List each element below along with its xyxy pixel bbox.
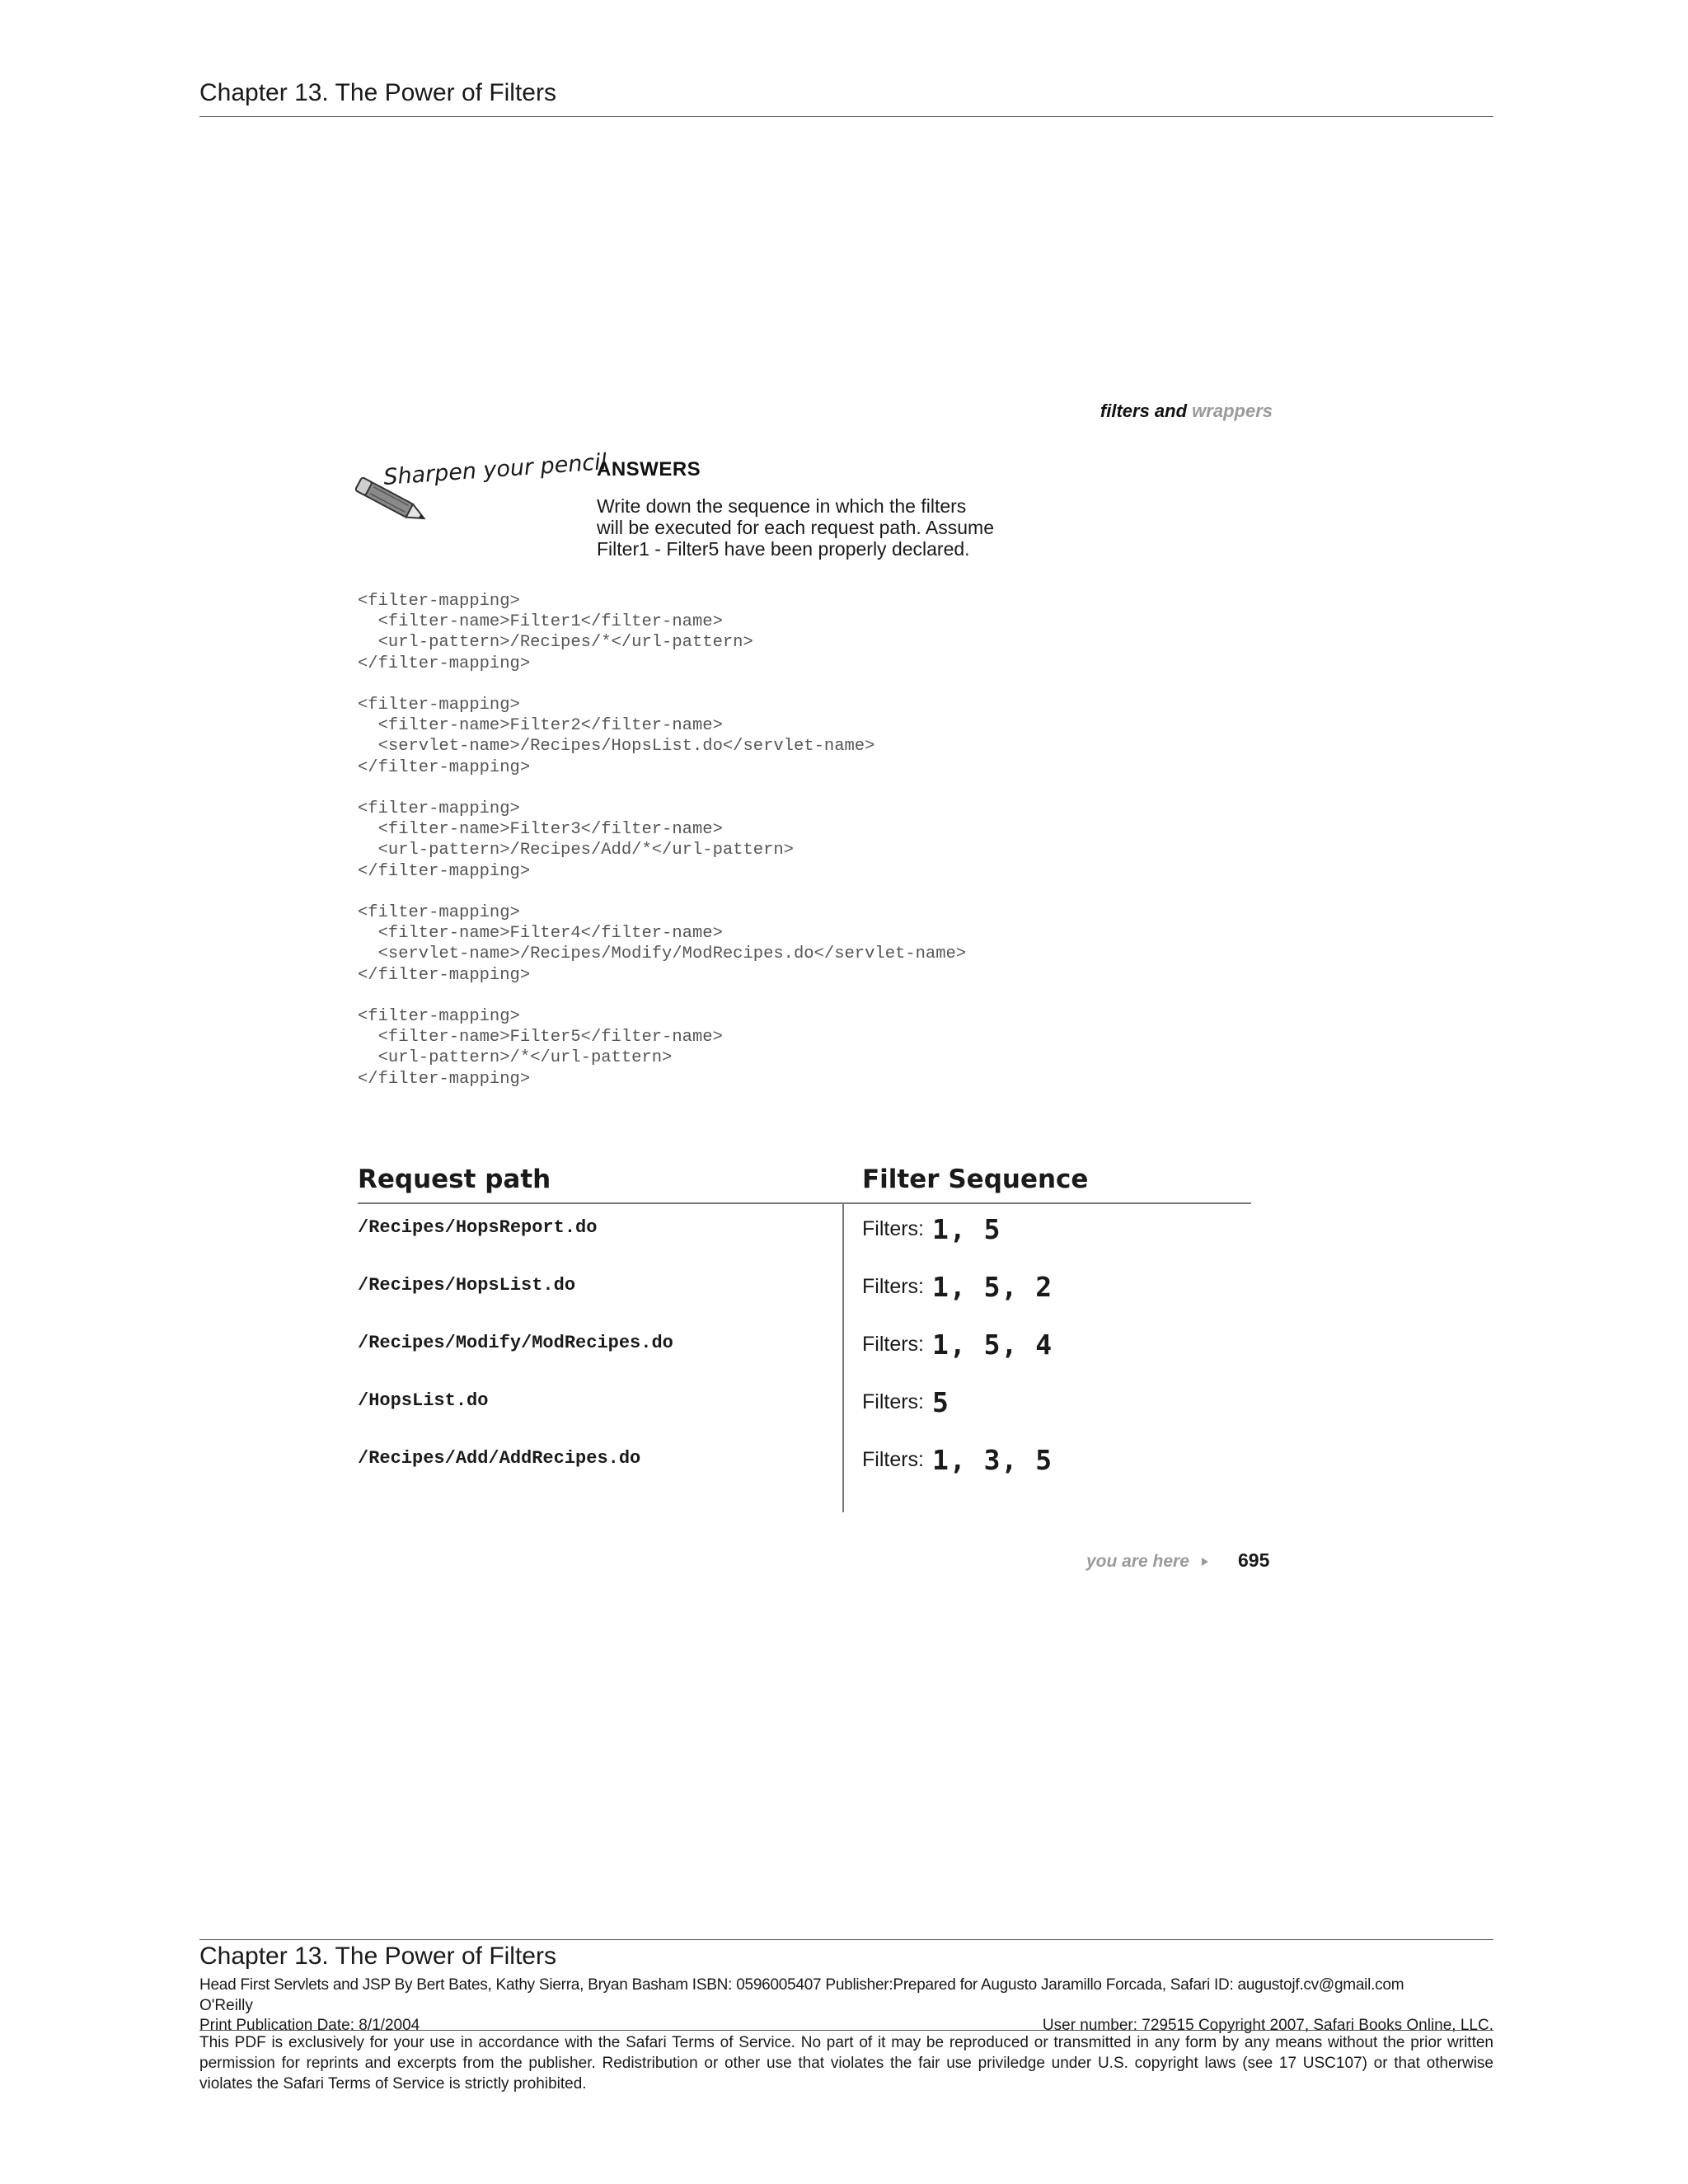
code-line: <servlet-name>/Recipes/HopsList.do</servlet-name> (358, 737, 875, 757)
instruction-line: Write down the sequence in which the filters (597, 495, 967, 517)
you-are-here-label: you are here (1086, 1552, 1189, 1571)
code-line (358, 882, 966, 902)
filters-label: Filters: (862, 1333, 924, 1356)
request-path: /Recipes/Modify/ModRecipes.do (358, 1333, 673, 1353)
filters-label: Filters: (862, 1275, 924, 1298)
filter-sequence-value: 1, 5, 4 (932, 1329, 1053, 1361)
filter-sequence-value: 5 (932, 1386, 950, 1418)
code-line: <filter-name>Filter2</filter-name> (358, 716, 723, 736)
column-header-request-path: Request path (358, 1165, 551, 1194)
code-line: <filter-name>Filter1</filter-name> (358, 612, 723, 632)
filter-sequence (862, 1386, 950, 1418)
running-head-part1: filters and (1100, 401, 1188, 421)
footer-legal-rule (199, 2030, 1493, 2031)
code-line: <filter-mapping> (358, 1007, 520, 1027)
header-rule (199, 116, 1493, 117)
page-number: 695 (1238, 1549, 1270, 1571)
sharpen-pencil-text: Sharpen your pencil (382, 449, 608, 490)
footer-publisher: O'Reilly (199, 1997, 253, 2014)
filters-label: Filters: (862, 1448, 924, 1471)
footer-book-info: Head First Servlets and JSP By Bert Bates, Kathy Sierra, Bryan Basham ISBN: 0596005407 Publisher:Prepared for Augusto Jaramillo Forcada, Safari ID: augustojf.cv@gmail.com (199, 1976, 1404, 1994)
footer-legal-notice: This PDF is exclusively for your use in accordance with the Safari Terms of Service. No part of it may be reproduced or transmitted in any form by any means without the prior written permission for reprints and excerpts from the publisher. Redistribution or other use that violates the fair use priviledge under U.S. copyright laws (see 17 USC107) or that otherwise violates the Safari Terms of Service is strictly prohibited. (199, 2034, 1493, 2093)
chapter-header: Chapter 13. The Power of Filters (199, 79, 556, 106)
filter-sequence (862, 1213, 1001, 1245)
code-line: </filter-mapping> (358, 965, 531, 985)
code-line: </filter-mapping> (358, 1069, 531, 1089)
table-header-rule (358, 1202, 1251, 1204)
footer-chapter-title: Chapter 13. The Power of Filters (199, 1943, 556, 1970)
answers-heading: ANSWERS (597, 458, 701, 480)
triangle-right-icon (1201, 1556, 1209, 1568)
code-line: <filter-name>Filter3</filter-name> (358, 820, 723, 840)
code-line: <servlet-name>/Recipes/Modify/ModRecipes.do</servlet-name> (358, 944, 967, 964)
footer-rule (199, 1939, 1493, 1940)
column-header-filter-sequence: Filter Sequence (862, 1165, 1089, 1194)
instruction-line: Filter1 - Filter5 have been properly declared. (597, 538, 970, 560)
sharpen-pencil-icon (346, 449, 608, 531)
code-line: <filter-mapping> (358, 592, 520, 611)
code-line: <filter-name>Filter4</filter-name> (358, 924, 723, 944)
request-path: /Recipes/HopsReport.do (358, 1217, 598, 1238)
footer-print-date: Print Publication Date: 8/1/2004 (199, 2017, 420, 2034)
table-column-divider (842, 1204, 844, 1512)
footer-user-number: User number: 729515 Copyright 2007, Safari Books Online, LLC. (1042, 2017, 1493, 2034)
code-line: </filter-mapping> (358, 757, 531, 777)
filter-sequence-value: 1, 5, 2 (932, 1271, 1053, 1303)
code-line: <url-pattern>/Recipes/Add/*</url-pattern> (358, 841, 794, 860)
request-path: /Recipes/Add/AddRecipes.do (358, 1448, 641, 1469)
code-line: <filter-mapping> (358, 799, 520, 819)
code-line (358, 674, 966, 695)
running-head (1100, 401, 1273, 422)
code-line: <filter-mapping> (358, 696, 520, 715)
filter-sequence (862, 1329, 1053, 1361)
running-head-part2: wrappers (1192, 401, 1273, 421)
filter-mapping-code (358, 591, 966, 1090)
request-path: /HopsList.do (358, 1390, 489, 1411)
instruction-line: will be executed for each request path. Assume (597, 517, 995, 538)
filter-sequence-value: 1, 3, 5 (932, 1444, 1053, 1476)
code-line: </filter-mapping> (358, 861, 531, 881)
filters-label: Filters: (862, 1390, 924, 1413)
exercise-instructions (597, 495, 1025, 560)
code-line (358, 778, 966, 799)
code-line: <filter-name>Filter5</filter-name> (358, 1028, 723, 1047)
request-path: /Recipes/HopsList.do (358, 1275, 576, 1296)
filters-label: Filters: (862, 1217, 924, 1240)
code-line (358, 986, 966, 1006)
filter-sequence (862, 1271, 1053, 1303)
code-line: <filter-mapping> (358, 903, 520, 923)
code-line: <url-pattern>/*</url-pattern> (358, 1048, 673, 1068)
filter-sequence (862, 1444, 1053, 1476)
code-line: </filter-mapping> (358, 654, 531, 673)
code-line: <url-pattern>/Recipes/*</url-pattern> (358, 633, 753, 653)
filter-sequence-value: 1, 5 (932, 1213, 1001, 1245)
